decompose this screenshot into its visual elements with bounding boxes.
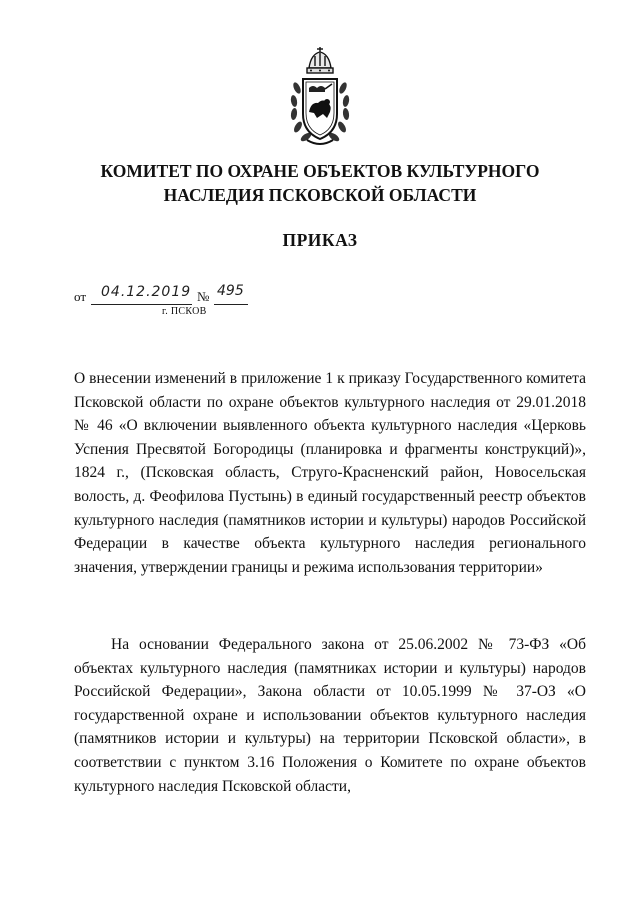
handwritten-number: 495 <box>217 283 244 299</box>
coat-of-arms-icon <box>287 46 353 150</box>
org-name-line-1: КОМИТЕТ ПО ОХРАНЕ ОБЪЕКТОВ КУЛЬТУРНОГО <box>100 161 540 181</box>
organization-name <box>60 159 580 207</box>
order-subject: О внесении изменений в приложение 1 к приказу Государственного комитета Псковской области по охране объектов культурного наследия от 29.01.2018 № 46 «О включении выявленного объекта культурного наследия «Церковь Успения Пресвятой Богородицы (планировка и фрагменты конструкций)», 1824 г., (Псковская область, Струго-Красненский район, Новосельская волость, д. Феофилова Пустынь) в единый государственный реестр объектов культурного наследия (памятников истории и культуры) народов Российской Федерации в качестве объекта культурного наследия регионального значения, утверждении границы и режима использования территории» <box>74 370 586 576</box>
from-label: от <box>74 289 87 304</box>
date-underline <box>91 304 192 305</box>
org-name-line-2: НАСЛЕДИЯ ПСКОВСКОЙ ОБЛАСТИ <box>163 185 477 205</box>
issue-city: г. ПСКОВ <box>162 306 207 317</box>
document-type-title: ПРИКАЗ <box>282 230 358 250</box>
number-underline <box>214 304 248 305</box>
handwritten-date: 04.12.2019 <box>101 284 192 300</box>
number-label: № <box>197 289 210 304</box>
order-basis-paragraph: На основании Федерального закона от 25.06.2002 № 73-ФЗ «Об объектах культурного наследия (памятниках истории и культуры) народов Российской Федерации», Закона области от 10.05.1999 № 37-ОЗ «О государственной охране и использовании объектов культурного наследия (памятников истории и культуры) на территории Псковской области», в соответствии с пунктом 3.16 Положения о Комитете по охране объектов культурного наследия Псковской области, <box>74 636 586 795</box>
